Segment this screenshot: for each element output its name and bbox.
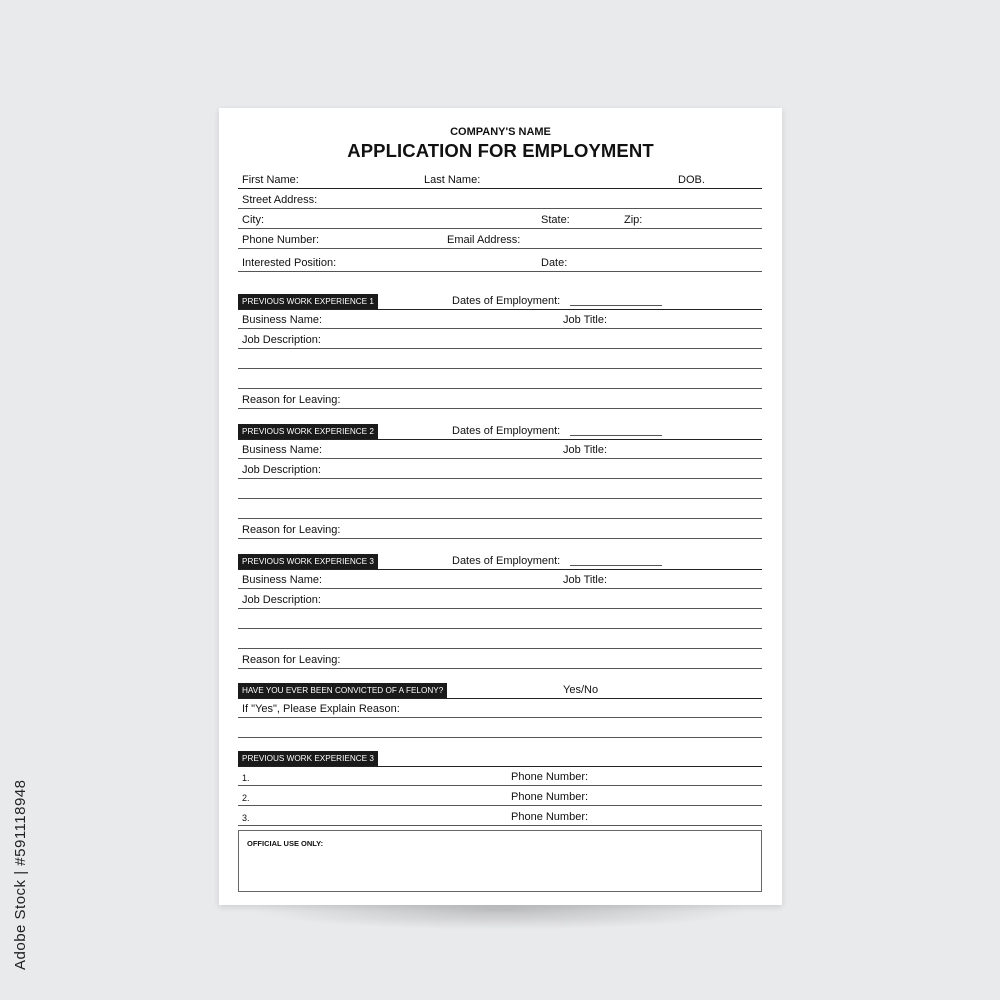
- official-use-label: OFFICIAL USE ONLY:: [247, 839, 324, 848]
- row-street: [238, 188, 762, 209]
- exp1-dates-label: Dates of Employment:: [452, 295, 561, 307]
- date-label: Date:: [541, 257, 568, 269]
- exp3-reason-label: Reason for Leaving:: [242, 654, 341, 666]
- reference-3-number: 3.: [242, 813, 250, 823]
- exp3-job-title-label: Job Title:: [563, 574, 608, 586]
- company-name: COMPANY'S NAME: [450, 126, 551, 138]
- city-label: City:: [242, 214, 264, 226]
- exp2-dates-label: Dates of Employment:: [452, 425, 561, 437]
- exp1-dates-line: [570, 305, 662, 306]
- official-use-box: [238, 830, 762, 892]
- exp1-blank-line-1: [238, 348, 762, 369]
- exp2-heading: PREVIOUS WORK EXPERIENCE 2: [238, 424, 378, 439]
- exp1-header-row: [238, 289, 762, 310]
- row-phone: [238, 228, 762, 249]
- reference-3-phone-label: Phone Number:: [511, 811, 589, 823]
- reference-1-phone-label: Phone Number:: [511, 771, 589, 783]
- exp1-reason-label: Reason for Leaving:: [242, 394, 341, 406]
- felony-blank-line: [238, 717, 762, 738]
- phone-label: Phone Number:: [242, 234, 320, 246]
- exp3-business-label: Business Name:: [242, 574, 323, 586]
- exp2-reason-label: Reason for Leaving:: [242, 524, 341, 536]
- state-label: State:: [541, 214, 570, 226]
- exp1-business-label: Business Name:: [242, 314, 323, 326]
- last-name-label: Last Name:: [424, 174, 481, 186]
- felony-header-row: [238, 678, 762, 699]
- exp3-blank-line-1: [238, 608, 762, 629]
- felony-heading: HAVE YOU EVER BEEN CONVICTED OF A FELONY?: [238, 683, 447, 698]
- exp3-reason-row: [238, 648, 762, 669]
- exp1-description-label: Job Description:: [242, 334, 321, 346]
- reference-row-2: [238, 785, 762, 806]
- row-position: [238, 251, 762, 272]
- reference-row-1: [238, 765, 762, 786]
- exp1-description-row: [238, 328, 762, 349]
- exp3-dates-label: Dates of Employment:: [452, 555, 561, 567]
- position-label: Interested Position:: [242, 257, 337, 269]
- exp3-header-row: [238, 549, 762, 570]
- exp2-job-title-label: Job Title:: [563, 444, 608, 456]
- zip-label: Zip:: [624, 214, 643, 226]
- exp2-description-row: [238, 458, 762, 479]
- street-label: Street Address:: [242, 194, 318, 206]
- first-name-label: First Name:: [242, 174, 299, 186]
- exp1-heading: PREVIOUS WORK EXPERIENCE 1: [238, 294, 378, 309]
- reference-row-3: [238, 805, 762, 826]
- exp3-description-label: Job Description:: [242, 594, 321, 606]
- form-title: APPLICATION FOR EMPLOYMENT: [347, 140, 654, 161]
- exp2-dates-line: [570, 435, 662, 436]
- exp2-description-label: Job Description:: [242, 464, 321, 476]
- exp2-business-label: Business Name:: [242, 444, 323, 456]
- email-label: Email Address:: [447, 234, 521, 246]
- exp1-blank-line-2: [238, 368, 762, 389]
- references-heading: PREVIOUS WORK EXPERIENCE 3: [238, 751, 378, 766]
- exp1-job-title-label: Job Title:: [563, 314, 608, 326]
- exp3-business-row: [238, 568, 762, 589]
- exp3-dates-line: [570, 565, 662, 566]
- application-form-sheet: [219, 108, 782, 905]
- felony-answer-label: Yes/No: [563, 684, 599, 696]
- row-city: [238, 208, 762, 229]
- stock-id-text: Adobe Stock | #591118948: [12, 779, 29, 970]
- exp2-business-row: [238, 438, 762, 459]
- reference-2-number: 2.: [242, 793, 250, 803]
- exp3-blank-line-2: [238, 628, 762, 649]
- dob-label: DOB.: [678, 174, 705, 186]
- exp1-business-row: [238, 308, 762, 329]
- exp3-heading: PREVIOUS WORK EXPERIENCE 3: [238, 554, 378, 569]
- exp1-reason-row: [238, 388, 762, 409]
- exp2-blank-line-2: [238, 498, 762, 519]
- reference-1-number: 1.: [242, 773, 250, 783]
- reference-2-phone-label: Phone Number:: [511, 791, 589, 803]
- references-header-row: [238, 746, 762, 767]
- felony-explain-label: If "Yes", Please Explain Reason:: [242, 703, 400, 715]
- exp2-reason-row: [238, 518, 762, 539]
- exp2-header-row: [238, 419, 762, 440]
- felony-explain-row: [238, 697, 762, 718]
- row-name: [238, 168, 762, 189]
- exp2-blank-line-1: [238, 478, 762, 499]
- exp3-description-row: [238, 588, 762, 609]
